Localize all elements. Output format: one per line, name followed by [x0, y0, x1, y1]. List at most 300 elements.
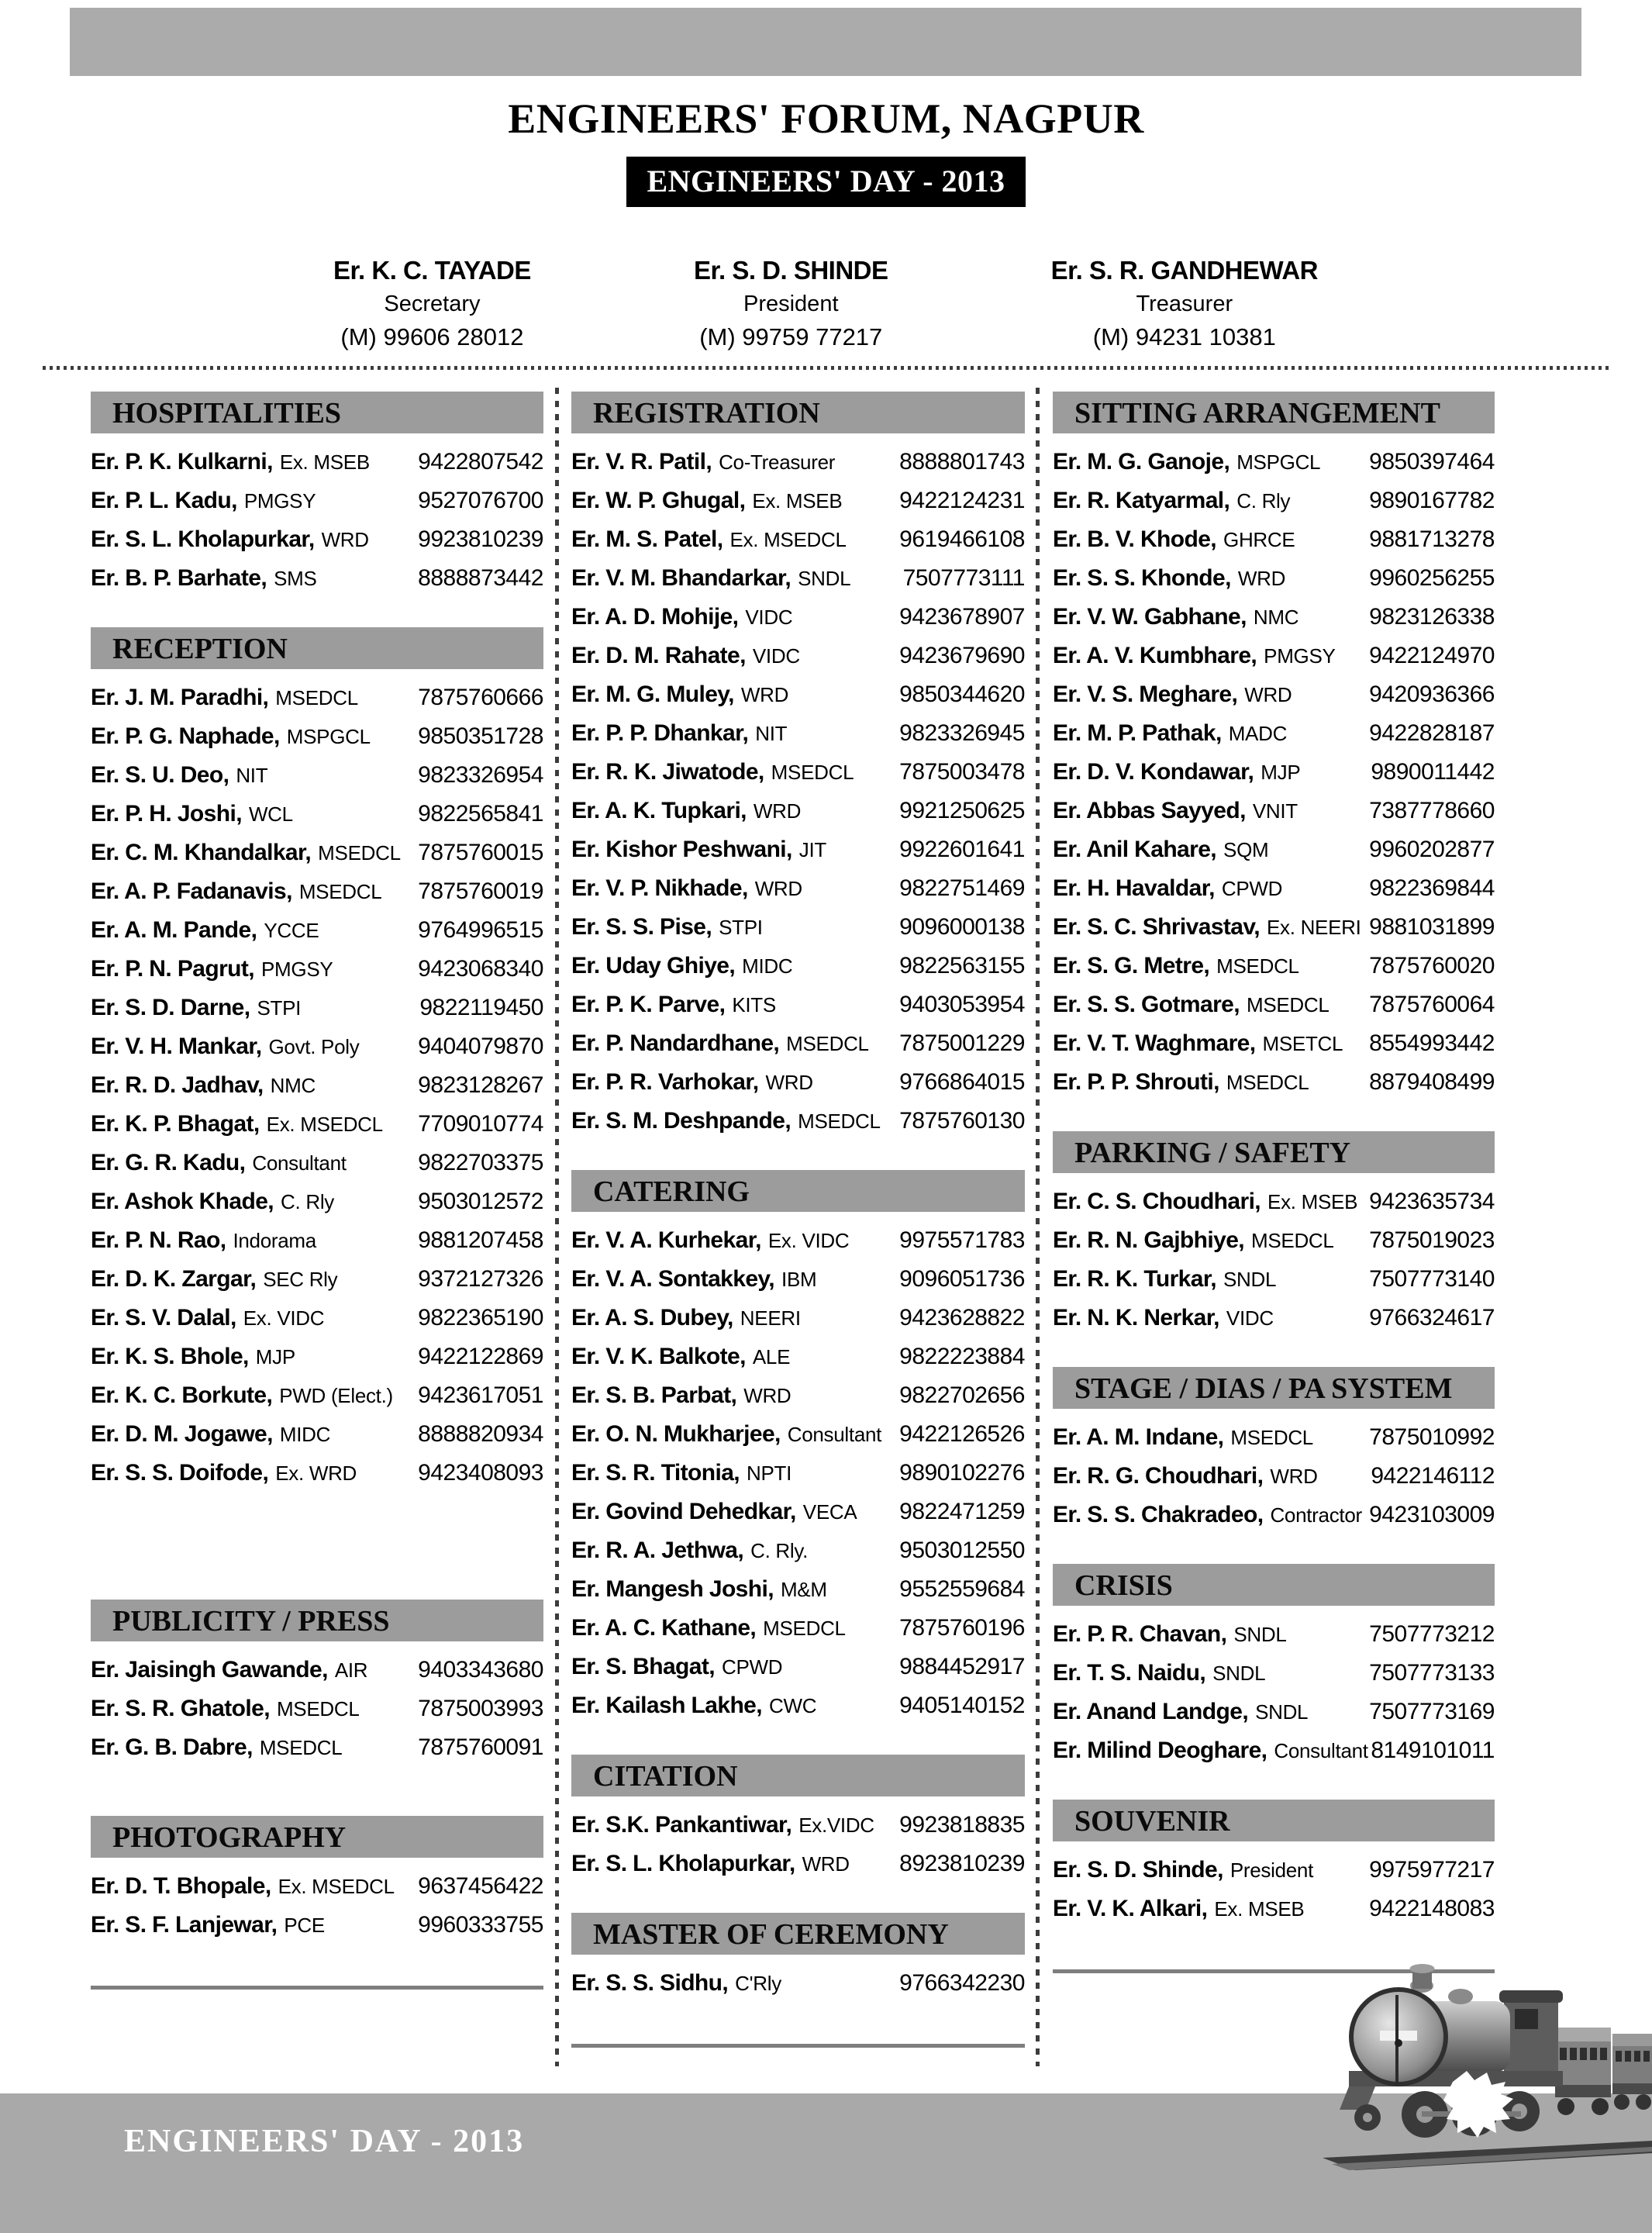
member-row — [1053, 837, 1495, 875]
member-row — [571, 1227, 1025, 1266]
officer-card-president — [694, 256, 888, 351]
member-org: KITS — [732, 993, 776, 1016]
member-org: WCL — [248, 802, 293, 826]
member-org: Consultant — [787, 1423, 882, 1446]
member-org: WRD — [740, 683, 789, 706]
member-org: IBM — [781, 1268, 817, 1291]
member-org: Ex. VIDC — [243, 1306, 325, 1330]
officer-card-secretary — [333, 256, 531, 351]
member-row — [91, 995, 543, 1034]
member-org: STPI — [257, 996, 302, 1020]
member-name: Er. S. F. Lanjewar, — [91, 1912, 278, 1938]
member-phone: 9823326954 — [418, 762, 543, 788]
member-phone: 9422807542 — [418, 449, 543, 475]
member-org: WRD — [1237, 567, 1286, 590]
member-org: SNDL — [1233, 1623, 1287, 1646]
member-org: Ex. MSEDCL — [729, 528, 847, 551]
member-row — [571, 1615, 1025, 1654]
member-org: MSEDCL — [1251, 1229, 1334, 1252]
member-row — [571, 1344, 1025, 1382]
member-phone: 7875760666 — [418, 685, 543, 710]
member-org: Ex. MSEB — [1267, 1190, 1358, 1213]
member-org: Ex. MSEB — [752, 489, 843, 513]
officer-phone: (M) 99606 28012 — [340, 323, 524, 350]
member-phone: 7875760020 — [1369, 953, 1495, 978]
member-org: PMGSY — [243, 489, 316, 513]
member-phone: 7507773140 — [1369, 1266, 1495, 1292]
member-name: Er. P. P. Dhankar, — [571, 720, 749, 746]
member-row — [1053, 449, 1495, 488]
member-org: MSEDCL — [276, 1697, 360, 1720]
member-row — [571, 1030, 1025, 1069]
member-row — [571, 604, 1025, 643]
member-row — [1053, 1660, 1495, 1699]
member-name: Er. P. G. Naphade, — [91, 723, 280, 749]
member-row — [91, 723, 543, 762]
member-name: Er. V. A. Kurhekar, — [571, 1227, 761, 1253]
member-name: Er. S. C. Shrivastav, — [1053, 914, 1260, 940]
member-row — [1053, 682, 1495, 720]
member-org: SNDL — [1255, 1700, 1309, 1724]
member-row — [1053, 953, 1495, 992]
member-row — [91, 1696, 543, 1734]
member-name: Er. P. R. Chavan, — [1053, 1621, 1227, 1647]
member-org: Ex. MSEDCL — [278, 1875, 395, 1898]
member-org: Ex. WRD — [275, 1462, 357, 1485]
member-org: SNDL — [1223, 1268, 1277, 1291]
section-member-list — [1053, 449, 1495, 1108]
member-name: Er. R. A. Jethwa, — [571, 1538, 744, 1563]
member-phone: 9822365190 — [418, 1305, 543, 1330]
member-row — [91, 1305, 543, 1344]
member-org: NMC — [270, 1074, 316, 1097]
member-name: Er. V. H. Mankar, — [91, 1034, 262, 1059]
member-org: VECA — [802, 1500, 857, 1524]
member-name: Er. K. P. Bhagat, — [91, 1111, 260, 1137]
member-org: MSPGCL — [286, 725, 371, 748]
member-phone: 9850397464 — [1369, 449, 1495, 475]
member-name: Er. Kailash Lakhe, — [571, 1693, 762, 1718]
member-row — [91, 488, 543, 526]
member-row — [91, 878, 543, 917]
member-phone: 7507773212 — [1369, 1621, 1495, 1647]
member-name: Er. P. R. Varhokar, — [571, 1069, 759, 1095]
member-org: MSEDCL — [1230, 1426, 1313, 1449]
officer-phone: (M) 99759 77217 — [699, 323, 883, 350]
member-phone: 7507773111 — [902, 565, 1025, 591]
member-org: AIR — [334, 1658, 368, 1682]
member-phone: 9403343680 — [418, 1657, 543, 1683]
member-name: Er. V. M. Bhandarkar, — [571, 565, 792, 591]
member-org: Co-Treasurer — [719, 450, 836, 474]
member-name: Er. A. C. Kathane, — [571, 1615, 757, 1641]
member-phone: 9403053954 — [899, 992, 1025, 1017]
member-org: C. Rly. — [750, 1539, 809, 1562]
member-name: Er. B. V. Khode, — [1053, 526, 1217, 552]
member-phone: 9096000138 — [899, 914, 1025, 940]
member-org: VIDC — [1226, 1306, 1274, 1330]
member-row — [91, 449, 543, 488]
member-phone: 7507773133 — [1369, 1660, 1495, 1686]
member-row — [91, 1227, 543, 1266]
section-header: PUBLICITY / PRESS — [91, 1600, 543, 1641]
member-phone: 9423628822 — [899, 1305, 1025, 1330]
member-name: Er. D. M. Jogawe, — [91, 1421, 273, 1447]
member-row — [571, 682, 1025, 720]
member-row — [1053, 1069, 1495, 1108]
member-name: Er. S. R. Ghatole, — [91, 1696, 270, 1721]
member-org: MADC — [1228, 722, 1288, 745]
member-row — [91, 1912, 543, 1951]
section-member-list — [571, 1227, 1025, 1731]
member-phone: 9503012550 — [899, 1538, 1025, 1563]
member-row — [91, 1421, 543, 1460]
member-org: MSEDCL — [259, 1736, 343, 1759]
coach — [1612, 2034, 1652, 2110]
member-name: Er. M. P. Pathak, — [1053, 720, 1222, 746]
member-name: Er. T. S. Naidu, — [1053, 1660, 1206, 1686]
coach — [1555, 2028, 1611, 2115]
member-name: Er. P. N. Pagrut, — [91, 956, 254, 982]
member-org: MSEDCL — [298, 880, 382, 903]
member-phone: 9960256255 — [1369, 565, 1495, 591]
member-row — [1053, 565, 1495, 604]
member-org: C. Rly — [281, 1190, 335, 1213]
member-name: Er. S. S. Sidhu, — [571, 1970, 729, 1996]
section-header: SITTING ARRANGEMENT — [1053, 392, 1495, 433]
section-header: CRISIS — [1053, 1564, 1495, 1606]
member-row — [571, 720, 1025, 759]
section-member-list — [571, 449, 1025, 1147]
section-member-list — [91, 1657, 543, 1773]
column-bottom-rule — [91, 1986, 543, 1990]
member-name: Er. S. R. Titonia, — [571, 1460, 740, 1486]
member-phone: 9822565841 — [418, 801, 543, 827]
member-name: Er. Abbas Sayyed, — [1053, 798, 1246, 823]
member-row — [1053, 488, 1495, 526]
section-header: MASTER OF CEREMONY — [571, 1913, 1025, 1955]
member-phone: 9823326945 — [899, 720, 1025, 746]
dotted-column-divider — [555, 388, 559, 2066]
member-row — [571, 1460, 1025, 1499]
member-name: Er. P. K. Kulkarni, — [91, 449, 273, 475]
member-phone: 9422126526 — [899, 1421, 1025, 1447]
member-row — [91, 1873, 543, 1912]
member-phone: 7875003478 — [899, 759, 1025, 785]
member-phone: 9764996515 — [418, 917, 543, 943]
section-header: PHOTOGRAPHY — [91, 1816, 543, 1858]
member-org: MIDC — [742, 954, 793, 978]
member-row — [571, 1266, 1025, 1305]
member-org: SQM — [1223, 838, 1269, 861]
member-name: Er. S.K. Pankantiwar, — [571, 1812, 792, 1838]
member-name: Er. M. G. Ganoje, — [1053, 449, 1230, 475]
member-phone: 9975571783 — [899, 1227, 1025, 1253]
member-name: Er. S. B. Parbat, — [571, 1382, 737, 1408]
member-row — [571, 875, 1025, 914]
member-phone: 9423103009 — [1369, 1502, 1495, 1527]
member-org: CPWD — [722, 1655, 783, 1679]
dotted-column-divider — [1036, 388, 1040, 2066]
member-phone: 9637456422 — [418, 1873, 543, 1899]
member-phone: 9921250625 — [899, 798, 1025, 823]
member-org: NMC — [1253, 606, 1299, 629]
member-phone: 7875003993 — [418, 1696, 543, 1721]
member-phone: 9822563155 — [899, 953, 1025, 978]
member-org: SNDL — [1212, 1662, 1266, 1685]
member-row — [571, 1538, 1025, 1576]
member-org: MJP — [255, 1345, 295, 1368]
member-name: Er. M. S. Patel, — [571, 526, 723, 552]
member-org: YCCE — [264, 919, 319, 942]
member-name: Er. V. R. Patil, — [571, 449, 712, 475]
member-org: Ex. MSEB — [1214, 1897, 1305, 1921]
member-phone: 9420936366 — [1369, 682, 1495, 707]
member-row — [1053, 1030, 1495, 1069]
member-phone: 9850344620 — [899, 682, 1025, 707]
member-row — [571, 1693, 1025, 1731]
member-org: C'Rly — [735, 1972, 781, 1995]
section-member-list — [91, 1873, 543, 1951]
member-name: Er. P. K. Parve, — [571, 992, 726, 1017]
member-row — [1053, 875, 1495, 914]
member-row — [91, 801, 543, 840]
member-row — [571, 953, 1025, 992]
member-name: Er. Kishor Peshwani, — [571, 837, 792, 862]
member-name: Er. K. S. Bhole, — [91, 1344, 249, 1369]
member-phone: 9890102276 — [899, 1460, 1025, 1486]
member-name: Er. W. P. Ghugal, — [571, 488, 746, 513]
member-name: Er. V. T. Waghmare, — [1053, 1030, 1256, 1056]
member-phone: 7875760015 — [418, 840, 543, 865]
member-name: Er. A. M. Pande, — [91, 917, 257, 943]
member-name: Er. A. D. Mohije, — [571, 604, 739, 630]
member-org: MSEDCL — [275, 686, 358, 709]
section-header: STAGE / DIAS / PA SYSTEM — [1053, 1367, 1495, 1409]
committee-column-2 — [571, 392, 1025, 2048]
member-row — [91, 917, 543, 956]
member-name: Er. S. U. Deo, — [91, 762, 229, 788]
section-member-list — [1053, 1621, 1495, 1776]
member-org: MIDC — [279, 1423, 331, 1446]
member-org: PMGSY — [1264, 644, 1336, 668]
member-name: Er. C. M. Khandalkar, — [91, 840, 312, 865]
member-row — [1053, 1621, 1495, 1660]
member-name: Er. V. K. Alkari, — [1053, 1896, 1208, 1921]
member-row — [571, 488, 1025, 526]
member-row — [571, 526, 1025, 565]
member-row — [91, 1072, 543, 1111]
member-name: Er. P. N. Rao, — [91, 1227, 226, 1253]
member-org: SNDL — [798, 567, 851, 590]
section-member-list — [1053, 1424, 1495, 1541]
member-row — [91, 1111, 543, 1150]
member-row — [571, 643, 1025, 682]
member-name: Er. N. K. Nerkar, — [1053, 1305, 1219, 1330]
officer-role: Treasurer — [1136, 292, 1233, 316]
member-org: WRD — [1244, 683, 1292, 706]
member-name: Er. S. V. Dalal, — [91, 1305, 236, 1330]
member-row — [91, 1150, 543, 1189]
member-phone: 9822703375 — [418, 1150, 543, 1175]
member-phone: 9422124970 — [1369, 643, 1495, 668]
member-row — [571, 914, 1025, 953]
member-phone: 9881207458 — [418, 1227, 543, 1253]
member-phone: 8888801743 — [899, 449, 1025, 475]
member-name: Er. S. S. Khonde, — [1053, 565, 1231, 591]
member-row — [571, 1851, 1025, 1890]
member-row — [1053, 992, 1495, 1030]
member-phone: 9822751469 — [899, 875, 1025, 901]
member-name: Er. D. K. Zargar, — [91, 1266, 257, 1292]
member-name: Er. S. D. Darne, — [91, 995, 250, 1020]
member-phone: 9822369844 — [1369, 875, 1495, 901]
member-row — [571, 1382, 1025, 1421]
member-row — [1053, 1463, 1495, 1502]
officer-role: Secretary — [384, 292, 481, 316]
member-name: Er. S. M. Deshpande, — [571, 1108, 792, 1134]
member-name: Er. R. Katyarmal, — [1053, 488, 1230, 513]
member-org: Indorama — [233, 1229, 316, 1252]
committee-column-3 — [1053, 392, 1495, 1973]
member-phone: 7875760019 — [418, 878, 543, 904]
member-row — [1053, 604, 1495, 643]
member-phone: 9423068340 — [418, 956, 543, 982]
member-name: Er. D. T. Bhopale, — [91, 1873, 271, 1899]
member-phone: 7875760091 — [418, 1734, 543, 1760]
member-phone: 9619466108 — [899, 526, 1025, 552]
member-phone: 8554993442 — [1369, 1030, 1495, 1056]
member-org: C. Rly — [1236, 489, 1291, 513]
member-org: MSEDCL — [1216, 954, 1299, 978]
member-row — [91, 956, 543, 995]
member-org: MSEDCL — [798, 1110, 881, 1133]
member-name: Er. V. K. Balkote, — [571, 1344, 746, 1369]
officer-card-treasurer — [1051, 256, 1318, 351]
member-row — [571, 1421, 1025, 1460]
member-row — [571, 565, 1025, 604]
member-phone: 9923810239 — [418, 526, 543, 552]
member-org: MSEDCL — [1246, 993, 1330, 1016]
member-row — [571, 1499, 1025, 1538]
member-row — [571, 1069, 1025, 1108]
section-member-list — [91, 685, 543, 1499]
footer-title: ENGINEERS' DAY - 2013 — [124, 2124, 525, 2159]
officer-name: Er. K. C. TAYADE — [333, 256, 531, 285]
member-row — [91, 1460, 543, 1499]
section-header: SOUVENIR — [1053, 1800, 1495, 1841]
member-phone: 9822702656 — [899, 1382, 1025, 1408]
member-org: CPWD — [1221, 877, 1283, 900]
section-member-list — [571, 1970, 1025, 2009]
member-name: Er. S. D. Shinde, — [1053, 1857, 1223, 1883]
member-name: Er. R. K. Turkar, — [1053, 1266, 1216, 1292]
member-org: PWD (Elect.) — [279, 1384, 393, 1407]
member-org: JIT — [798, 838, 826, 861]
member-phone: 9823126338 — [1369, 604, 1495, 630]
officer-phone: (M) 94231 10381 — [1092, 323, 1276, 350]
member-row — [571, 1654, 1025, 1693]
member-phone: 8149101011 — [1371, 1738, 1495, 1763]
member-phone: 7875760196 — [899, 1615, 1025, 1641]
member-phone: 9423408093 — [418, 1460, 543, 1486]
member-name: Er. B. P. Barhate, — [91, 565, 267, 591]
member-phone: 7875760064 — [1369, 992, 1495, 1017]
member-name: Er. V. S. Meghare, — [1053, 682, 1238, 707]
member-phone: 7875019023 — [1369, 1227, 1495, 1253]
member-name: Er. Mangesh Joshi, — [571, 1576, 774, 1602]
member-name: Er. S. Bhagat, — [571, 1654, 715, 1679]
member-name: Er. Milind Deoghare, — [1053, 1738, 1267, 1763]
member-phone: 9975977217 — [1369, 1857, 1495, 1883]
dotted-horizontal-separator — [43, 366, 1609, 370]
member-org: STPI — [719, 916, 763, 939]
member-name: Er. V. P. Nikhade, — [571, 875, 748, 901]
member-row — [571, 1970, 1025, 2009]
officer-name: Er. S. R. GANDHEWAR — [1050, 256, 1318, 285]
member-row — [571, 798, 1025, 837]
member-phone: 9422828187 — [1369, 720, 1495, 746]
member-row — [1053, 720, 1495, 759]
member-org: VIDC — [752, 644, 800, 668]
member-row — [91, 1657, 543, 1696]
member-name: Er. S. S. Chakradeo, — [1053, 1502, 1264, 1527]
officer-role: President — [743, 292, 839, 316]
member-org: Ex.VIDC — [798, 1814, 874, 1837]
section-header: CATERING — [571, 1170, 1025, 1212]
member-org: WRD — [321, 528, 369, 551]
member-name: Er. R. G. Choudhari, — [1053, 1463, 1264, 1489]
member-name: Er. S. S. Pise, — [571, 914, 712, 940]
page-title: ENGINEERS' FORUM, NAGPUR — [508, 95, 1144, 142]
section-header: REGISTRATION — [571, 392, 1025, 433]
member-row — [91, 1189, 543, 1227]
member-row — [1053, 798, 1495, 837]
member-row — [1053, 759, 1495, 798]
column-bottom-rule — [571, 2044, 1025, 2048]
member-row — [1053, 526, 1495, 565]
member-row — [571, 1108, 1025, 1147]
member-row — [1053, 1305, 1495, 1344]
member-phone: 9405140152 — [899, 1693, 1025, 1718]
section-header: PARKING / SAFETY — [1053, 1131, 1495, 1173]
member-org: Consultant — [1274, 1739, 1368, 1762]
member-name: Er. H. Havaldar, — [1053, 875, 1215, 901]
member-name: Er. P. L. Kadu, — [91, 488, 237, 513]
member-org: MSEDCL — [318, 841, 401, 865]
member-phone: 9766342230 — [899, 1970, 1025, 1996]
officers-row — [333, 256, 1318, 351]
section-member-list — [1053, 1857, 1495, 1934]
member-org: GHRCE — [1223, 528, 1295, 551]
event-banner: ENGINEERS' DAY - 2013 — [626, 157, 1025, 207]
member-phone: 9503012572 — [418, 1189, 543, 1214]
member-org: Ex. NEERI — [1266, 916, 1361, 939]
member-row — [91, 840, 543, 878]
member-org: NEERI — [740, 1306, 801, 1330]
member-org: Ex. MSEB — [279, 450, 370, 474]
member-row — [1053, 643, 1495, 682]
member-row — [91, 685, 543, 723]
member-phone: 8923810239 — [899, 1851, 1025, 1876]
member-row — [571, 1812, 1025, 1851]
member-row — [91, 1344, 543, 1382]
member-name: Er. A. P. Fadanavis, — [91, 878, 292, 904]
member-org: Consultant — [252, 1151, 347, 1175]
event-banner-wrap — [0, 157, 1652, 207]
top-gray-band — [70, 8, 1581, 76]
member-name: Er. O. N. Mukharjee, — [571, 1421, 781, 1447]
